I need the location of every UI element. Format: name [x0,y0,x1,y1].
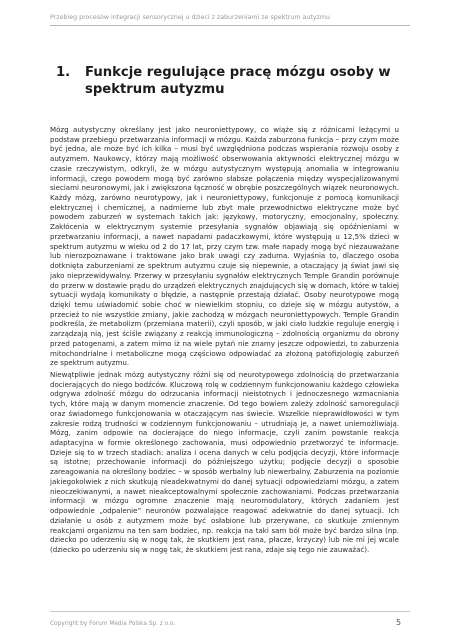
page-number: 5 [396,618,402,627]
chapter-title: Funkcje regulujące pracę mózgu osoby w spektrum autyzmu [85,65,391,97]
header-divider [50,25,410,26]
chapter-number: 1. [56,65,71,80]
body-paragraph-1: Mózg autystyczny określany jest jako neuroniettypowy, co wiąże się z różnicami leżącymi u podstaw przebiegu przetwarzania informacji w mózgu. Każda zaburzona funkcja – przy czym może być jedna, ale może być ich kilka – musi być uwzględniona podczas wspierania rozwoju osoby z autyzmem. Naukowcy, którzy mają możliwość obserwowania aktywności elektrycznej mózgu w czasie rzeczywistym, odkryli, że w mózgu autystycznym występują anomalia w integrowaniu informacji, czego powodem mogą być zarówno słabsze połączenia między wyspecjalizowanymi sieciami neuronowymi, jak i zwiększona łączność w obrębie poszczególnych wiązek neuronowych. Każdy mózg, zarówno neurotypowy, jak i neuroniettypowy, funkcjonuje z pomocą komunikacji elektrycznej i chemicznej, a nadmierne lub zbyt małe przewodnictwo elektryczne może być powodem zaburzeń w systemach takich jak: językowy, motoryczny, emocjonalny, społeczny. Zakłócenia w elektrycznym systemie przesyłania sygnałów objawiają się opóźnieniami w przetwarzaniu informacji, a nawet napadami padaczkowymi, które występują u 12,5% dzieci w spektrum autyzmu w wieku od 2 do 17 lat, przy czym tzw. małe napady mogą być niezauważane lub nierozpoznawane i traktowane jako brak uwagi czy zaduma. Wyjaśnia to, dlaczego osoba dotknięta zaburzeniami ze spektrum autyzmu czuje się niepewnie, a otaczający ją świat jawi się jako nieprzewidywalny. Przerwy w przesyłaniu sygnałów elektrycznych Temple Grandin porównuje do przerw w dostawie prądu do urządzeń elektrycznych znajdujących się w domach, które w takiej sytuacji wydają komunikaty o błędzie, a następnie przestają działać. Osoby neurotypowe mogą dzięki temu uświadomić sobie choć w niewielkim stopniu, co dzieje się w mózgu autystów, a przecież to nie wszystkie zmiany, jakie zachodzą w mózgach neuroniettypowych. Temple Grandin podkreśla, że metabolizm (przemiana materii), czyli sposób, w jaki ciało ludzkie reguluje energię i zarządzają nią, jest ściśle związany z reakcją immunologiczną – zdolnością organizmu do obrony przed patogenami, a zatem mimo iż na wiele pytań nie znamy jeszcze odpowiedzi, to zaburzenia mitochondrialne i metaboliczne mogą częściowo odpowiadać za złożoną patofizjologię zaburzeń ze spektrum autyzmu. [50,125,399,368]
running-header: Przebieg procesów integracji sensorycznej u dzieci z zaburzeniami ze spektrum autyzmu [50,14,330,21]
footer-divider [50,611,410,612]
body-paragraph-2: Niewątpliwie jednak mózg autystyczny różni się od neurotypowego zdolnością do przetwarzania docierających do niego bodźców. Kluczową rolę w codziennym funkcjonowaniu każdego człowieka odgrywa zdolność mózgu do odrzucania informacji nieistotnych i jednoczesnego wzmacniania tych, które mają w danym momencie znaczenie. Od tego bowiem zależy zdolność samoregulacji oraz świadomego funkcjonowania w otaczającym nas świecie. Wszelkie nieprawidłowości w tym zakresie rodzą trudności w codziennym funkcjonowaniu – utrudniają je, a nawet uniemożliwiają. Mózg, zanim odpowie na docierające do niego informacje, czyli zanim powstanie reakcja adaptacyjna w formie określonego zachowania, musi odpowiednio przetworzyć te informacje. Dzieje się to w trzech stadiach: analiza i ocena danych w celu podjęcia decyzji, które informacje są istotne; przechowanie informacji do późniejszego użytku; podjęcie decyzji o sposobie zareagowania na określony bodziec – w sposób werbalny lub niewerbalny. Zaburzenia na poziomie jakiegokolwiek z nich skutkują nieadekwatnymi do danej sytuacji odpowiedziami mózgu, a zatem nieoczekiwanymi, a nawet nieakceptowalnymi społecznie zachowaniami. Podczas przetwarzania informacji w mózgu ogromne znaczenie mają neuromodulatory, których zadaniem jest odpowiednie „odpalenie” neuronów pozwalające reagować adekwatnie do danej sytuacji. Ich działanie u osób z autyzmem może być osłabione lub przerywane, co skutkuje zmiennym reakcjami organizmu na ten sam bodziec, np. reakcja na taki sam ból może być bardzo silna (np. dziecko po uderzeniu się w nogę tak, że skutkiem jest rana, płacze, krzyczy) lub nie mi jej wcale (dziecko po uderzeniu się w nogę tak, że skutkiem jest rana, zdaje się tego nie zauważać). [50,370,399,554]
chapter-heading [56,64,396,98]
footer-copyright: Copyright by Forum Media Polska Sp. z o.o. [50,621,176,627]
